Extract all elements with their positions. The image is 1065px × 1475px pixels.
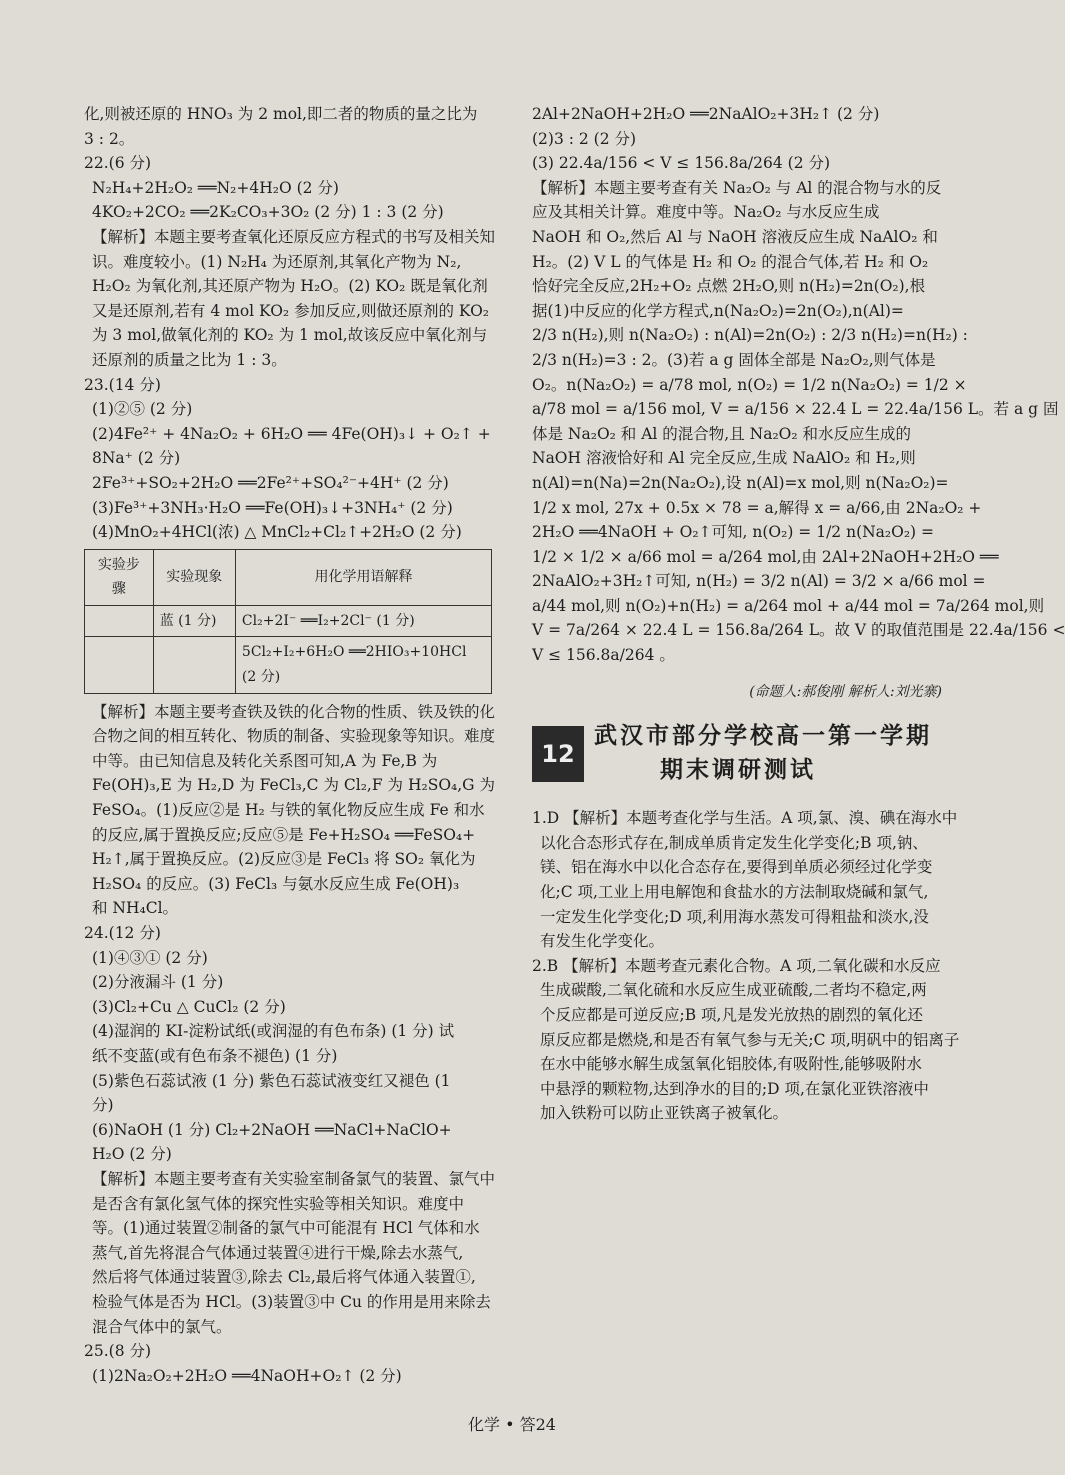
text-line: 在水中能够水解生成氢氧化铝胶体,有吸附性,能够吸附水 bbox=[540, 1055, 922, 1074]
table-cell bbox=[85, 605, 154, 637]
text-line: 【解析】本题主要考查氧化还原反应方程式的书写及相关知 bbox=[92, 227, 496, 246]
text-line: 1.D 【解析】本题考查化学与生活。A 项,氯、溴、碘在海水中 bbox=[532, 809, 958, 828]
text-line: H₂O₂ 为氧化剂,其还原产物为 H₂O。(2) KO₂ 既是氧化剂 bbox=[92, 277, 488, 296]
text-line: 恰好完全反应,2H₂+O₂ 点燃 2H₂O,则 n(H₂)=2n(O₂),根 bbox=[532, 277, 926, 296]
text-line: (6)NaOH (1 分) Cl₂+2NaOH ══NaCl+NaClO+ bbox=[92, 1120, 452, 1139]
text-line: N₂H₄+2H₂O₂ ══N₂+4H₂O (2 分) bbox=[92, 178, 339, 197]
text-line: V ≤ 156.8a/264 。 bbox=[532, 646, 675, 665]
text-line: 25.(8 分) bbox=[84, 1342, 152, 1361]
text-line: H₂SO₄ 的反应。(3) FeCl₃ 与氨水反应生成 Fe(OH)₃ bbox=[92, 874, 460, 893]
text-line: 纸不变蓝(或有色布条不褪色) (1 分) bbox=[92, 1046, 338, 1065]
text-line: 混合气体中的氯气。 bbox=[92, 1317, 232, 1336]
section-title: 武汉市部分学校高一第一学期 bbox=[594, 723, 932, 750]
text-line: a/78 mol = a/156 mol, V = a/156 × 22.4 L = 22.4a/156 L。若 a g 固 bbox=[532, 400, 1059, 419]
right-text-block bbox=[532, 102, 1065, 668]
text-line: 以化合态形式存在,制成单质肯定发生化学变化;B 项,钠、 bbox=[540, 833, 928, 852]
text-line: 4KO₂+2CO₂ ══2K₂CO₃+3O₂ (2 分) 1 : 3 (2 分) bbox=[92, 203, 444, 222]
text-line: 应及其相关计算。难度中等。Na₂O₂ 与水反应生成 bbox=[532, 203, 880, 222]
table-row bbox=[85, 605, 492, 637]
table-row bbox=[85, 637, 492, 693]
text-line: 然后将气体通过装置③,除去 Cl₂,最后将气体通入装置①, bbox=[92, 1268, 476, 1287]
text-line: (1)④③① (2 分) bbox=[92, 948, 208, 967]
text-line: 2NaAlO₂+3H₂↑可知, n(H₂) = 3/2 n(Al) = 3/2 × a/66 mol = bbox=[532, 572, 986, 591]
text-line: (2)分液漏斗 (1 分) bbox=[92, 973, 224, 992]
text-line: NaOH 溶液恰好和 Al 完全反应,生成 NaAlO₂ 和 H₂,则 bbox=[532, 449, 916, 468]
table-header: 用化学用语解释 bbox=[235, 549, 491, 605]
table-cell: 蓝 (1 分) bbox=[153, 605, 235, 637]
text-line: 中等。由已知信息及转化关系图可知,A 为 Fe,B 为 bbox=[92, 751, 438, 770]
text-line: (3)Fe³⁺+3NH₃·H₂O ══Fe(OH)₃↓+3NH₄⁺ (2 分) bbox=[92, 498, 453, 517]
text-line: 8Na⁺ (2 分) bbox=[92, 449, 181, 468]
text-line: H₂。(2) V L 的气体是 H₂ 和 O₂ 的混合气体,若 H₂ 和 O₂ bbox=[532, 252, 929, 271]
text-line: H₂O (2 分) bbox=[92, 1145, 172, 1164]
left-column bbox=[84, 102, 496, 1388]
text-line: 生成碳酸,二氧化硫和水反应生成亚硫酸,二者均不稳定,两 bbox=[540, 981, 927, 1000]
text-line: 【解析】本题主要考查有关 Na₂O₂ 与 Al 的混合物与水的反 bbox=[532, 178, 942, 197]
text-line: 据(1)中反应的化学方程式,n(Na₂O₂)=2n(O₂),n(Al)= bbox=[532, 301, 904, 320]
text-line: 等。(1)通过装置②制备的氯气中可能混有 HCl 气体和水 bbox=[92, 1219, 480, 1238]
text-line: 化,则被还原的 HNO₃ 为 2 mol,即二者的物质的量之比为 bbox=[84, 105, 478, 123]
text-line: 2H₂O ══4NaOH + O₂↑可知, n(O₂) = 1/2 n(Na₂O₂) = bbox=[532, 523, 935, 542]
text-line: 化;C 项,工业上用电解饱和食盐水的方法制取烧碱和氯气, bbox=[540, 883, 929, 902]
table-cell: 5Cl₂+I₂+6H₂O ══2HIO₃+10HCl (2 分) bbox=[235, 637, 491, 693]
text-line: 一定发生化学变化;D 项,利用海水蒸发可得粗盐和淡水,没 bbox=[540, 907, 929, 926]
text-line: 3 : 2。 bbox=[84, 129, 135, 148]
table-cell bbox=[85, 637, 154, 693]
text-line: (3)Cl₂+Cu △ CuCl₂ (2 分) bbox=[92, 997, 286, 1016]
text-line: 1/2 x mol, 27x + 0.5x × 78 = a,解得 x = a/66,由 2Na₂O₂ + bbox=[532, 498, 982, 517]
table-cell bbox=[153, 637, 235, 693]
text-line: 2/3 n(H₂),则 n(Na₂O₂) : n(Al)=2n(O₂) : 2/3 n(H₂)=n(H₂) : bbox=[532, 326, 968, 345]
text-line: 原反应都是燃烧,和是否有氧气参与无关;C 项,明矾中的铝离子 bbox=[540, 1030, 960, 1049]
text-line: 【解析】本题主要考查有关实验室制备氯气的装置、氯气中 bbox=[92, 1169, 496, 1188]
text-line: (2)4Fe²⁺ + 4Na₂O₂ + 6H₂O ══ 4Fe(OH)₃↓ + O₂↑ + bbox=[92, 424, 491, 443]
text-line: (1)②⑤ (2 分) bbox=[92, 400, 193, 419]
text-line: Fe(OH)₃,E 为 H₂,D 为 FeCl₃,C 为 Cl₂,F 为 H₂SO₄,G 为 bbox=[92, 776, 495, 795]
text-line: 为 3 mol,做氧化剂的 KO₂ 为 1 mol,故该反应中氧化剂与 bbox=[92, 326, 488, 345]
text-line: 镁、铝在海水中以化合态存在,要得到单质必须经过化学变 bbox=[540, 858, 933, 877]
text-line: 2.B 【解析】本题考查元素化合物。A 项,二氧化碳和水反应 bbox=[532, 956, 941, 975]
right-text-block bbox=[532, 806, 960, 1126]
text-line: 体是 Na₂O₂ 和 Al 的混合物,且 Na₂O₂ 和水反应生成的 bbox=[532, 424, 912, 443]
text-line: FeSO₄。(1)反应②是 H₂ 与铁的氧化物反应生成 Fe 和水 bbox=[92, 801, 485, 820]
text-line: O₂。n(Na₂O₂) = a/78 mol, n(O₂) = 1/2 n(Na₂O₂) = 1/2 × bbox=[532, 375, 967, 394]
text-line: 2Al+2NaOH+2H₂O ══2NaAlO₂+3H₂↑ (2 分) bbox=[532, 105, 880, 123]
text-line: 23.(14 分) bbox=[84, 375, 161, 394]
text-line: V = 7a/264 × 22.4 L = 156.8a/264 L。故 V 的取值范围是 22.4a/156 < bbox=[532, 621, 1065, 640]
text-line: (5)紫色石蕊试液 (1 分) 紫色石蕊试液变红又褪色 (1 bbox=[92, 1071, 451, 1090]
right-column bbox=[532, 102, 1065, 1126]
section-subtitle: 期末调研测试 bbox=[660, 757, 816, 784]
page-footer: 化学 • 答24 bbox=[468, 1415, 556, 1434]
text-line: 22.(6 分) bbox=[84, 154, 152, 173]
text-line: 还原剂的质量之比为 1 : 3。 bbox=[92, 350, 287, 369]
author-credit: (命题人:郝俊刚 解析人:刘光寨) bbox=[749, 683, 942, 700]
text-line: 1/2 × 1/2 × a/66 mol = a/264 mol,由 2Al+2NaOH+2H₂O ══ bbox=[532, 547, 999, 566]
text-line: 和 NH₄Cl。 bbox=[92, 899, 179, 918]
text-line: 加入铁粉可以防止亚铁离子被氧化。 bbox=[540, 1104, 789, 1123]
text-line: 合物之间的相互转化、物质的制备、实验现象等知识。难度 bbox=[92, 727, 496, 746]
text-line: NaOH 和 O₂,然后 Al 与 NaOH 溶液反应生成 NaAlO₂ 和 bbox=[532, 227, 938, 246]
text-line: 是否含有氯化氢气体的探究性实验等相关知识。难度中 bbox=[92, 1194, 465, 1213]
text-line: 蒸气,首先将混合气体通过装置④进行干燥,除去水蒸气, bbox=[92, 1243, 464, 1262]
text-line: (2)3 : 2 (2 分) bbox=[532, 129, 637, 148]
text-line: H₂↑,属于置换反应。(2)反应③是 FeCl₃ 将 SO₂ 氧化为 bbox=[92, 850, 476, 869]
experiment-table bbox=[84, 549, 492, 694]
text-line: 的反应,属于置换反应;反应⑤是 Fe+H₂SO₄ ══FeSO₄+ bbox=[92, 825, 476, 844]
text-line: 中悬浮的颗粒物,达到净水的目的;D 项,在氯化亚铁溶液中 bbox=[540, 1079, 929, 1098]
left-text-block bbox=[84, 102, 496, 545]
text-line: 24.(12 分) bbox=[84, 924, 161, 942]
text-line: 分) bbox=[92, 1096, 114, 1115]
text-line: 又是还原剂,若有 4 mol KO₂ 参加反应,则做还原剂的 KO₂ bbox=[92, 301, 490, 320]
table-header: 实验现象 bbox=[153, 549, 235, 605]
text-line: 2/3 n(H₂)=3 : 2。(3)若 a g 固体全部是 Na₂O₂,则气体是 bbox=[532, 350, 936, 369]
text-line: (1)2Na₂O₂+2H₂O ══4NaOH+O₂↑ (2 分) bbox=[92, 1366, 402, 1385]
text-line: (3) 22.4a/156 < V ≤ 156.8a/264 (2 分) bbox=[532, 154, 831, 173]
text-line: 识。难度较小。(1) N₂H₄ 为还原剂,其氧化产物为 N₂, bbox=[92, 252, 462, 271]
text-line: n(Al)=n(Na)=2n(Na₂O₂),设 n(Al)=x mol,则 n(Na₂O₂)= bbox=[532, 473, 949, 492]
table-header: 实验步骤 bbox=[85, 549, 154, 605]
text-line: 个反应都是可逆反应;B 项,凡是发光放热的剧烈的氧化还 bbox=[540, 1006, 923, 1024]
text-line: 2Fe³⁺+SO₂+2H₂O ══2Fe²⁺+SO₄²⁻+4H⁺ (2 分) bbox=[92, 473, 449, 492]
section-number: 12 bbox=[532, 726, 584, 782]
left-text-block bbox=[84, 700, 496, 1389]
text-line: a/44 mol,则 n(O₂)+n(H₂) = a/264 mol + a/44 mol = 7a/264 mol,则 bbox=[532, 596, 1045, 615]
text-line: (4)湿润的 KI-淀粉试纸(或润湿的有色布条) (1 分) 试 bbox=[92, 1022, 455, 1041]
text-line: 【解析】本题主要考查铁及铁的化合物的性质、铁及铁的化 bbox=[92, 702, 496, 721]
table-cell: Cl₂+2I⁻ ══I₂+2Cl⁻ (1 分) bbox=[235, 605, 491, 637]
table-header-row bbox=[85, 549, 492, 605]
section-banner bbox=[532, 722, 942, 794]
text-line: (4)MnO₂+4HCl(浓) △ MnCl₂+Cl₂↑+2H₂O (2 分) bbox=[92, 523, 462, 542]
text-line: 检验气体是否为 HCl。(3)装置③中 Cu 的作用是用来除去 bbox=[92, 1292, 491, 1311]
text-line: 有发生化学变化。 bbox=[540, 932, 665, 951]
